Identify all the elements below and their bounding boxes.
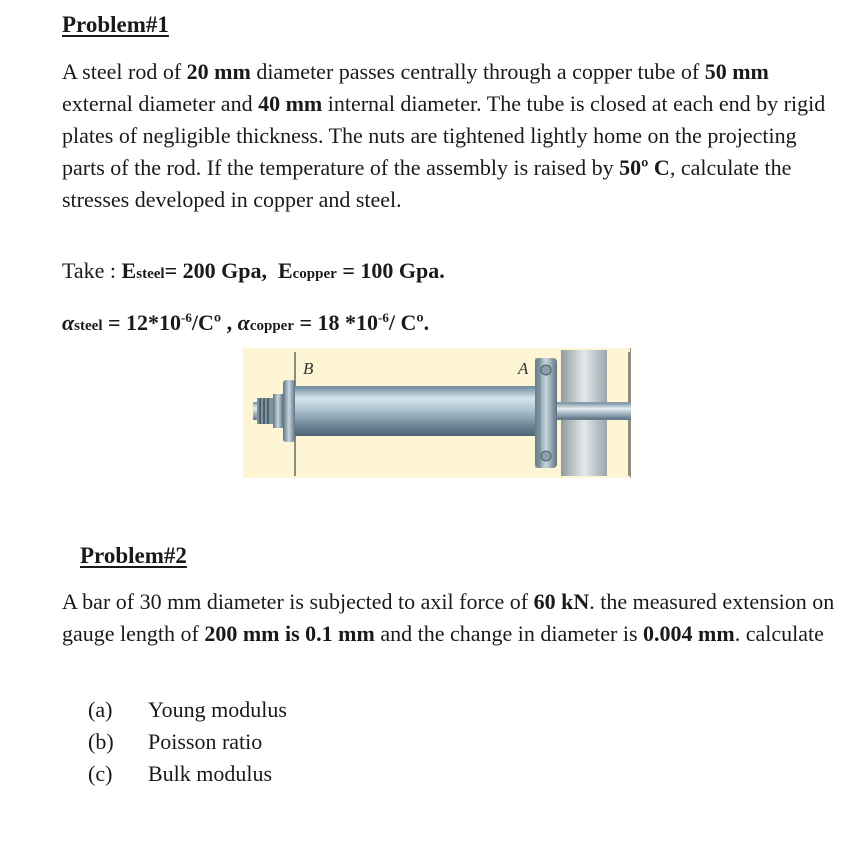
emphasized-value: 20 mm (186, 59, 251, 84)
paragraph-text: diameter passes centrally through a copper tube of (250, 59, 705, 84)
material-moduli-line (62, 258, 445, 284)
e-copper-symbol: E (277, 258, 293, 283)
paragraph-text: . the measured extension on gauge length of (62, 589, 835, 646)
alpha-copper-symbol: α (237, 310, 250, 335)
e-copper-value: = 100 Gpa. (336, 258, 445, 283)
problem1-heading: Problem#1 (62, 12, 169, 37)
copper-tube (295, 386, 535, 436)
alpha-copper-unit: / Cº. (388, 310, 430, 335)
problem2-questions (88, 694, 287, 790)
emphasized-value: 40 mm (258, 91, 323, 116)
bolt-icon (541, 451, 551, 461)
alpha-steel-unit: /Cº (191, 310, 222, 335)
alpha-steel-symbol: α (62, 310, 75, 335)
paragraph-text: , calculate the stresses developed in copper and steel. (62, 155, 792, 212)
problem1-paragraph (62, 56, 842, 216)
emphasized-value: 50 mm (704, 59, 769, 84)
list-item (88, 694, 287, 726)
list-item (88, 726, 287, 758)
e-copper-subscript: copper (292, 266, 337, 282)
list-marker: (a) (88, 697, 113, 722)
alpha-steel-subscript: steel (74, 318, 103, 334)
e-steel-value: = 200 Gpa, (164, 258, 267, 283)
paragraph-text: internal diameter. The tube is closed at each end by rigid plates of negligible thickness. The nuts are tightened lightly home on the projecting parts of the rod. If the temperature of the assembly is raised by (62, 91, 826, 180)
emphasized-value: 50º C (619, 155, 670, 180)
take-prefix: Take : (62, 258, 122, 283)
alpha-separator: , (221, 310, 238, 335)
left-end-plate (283, 380, 295, 442)
paragraph-text: external diameter and (62, 91, 259, 116)
alpha-copper-exponent: -6 (378, 310, 389, 325)
alpha-copper-value: = 18 *10 (294, 310, 379, 335)
emphasized-value: 60 kN (533, 589, 590, 614)
alpha-steel-exponent: -6 (181, 310, 192, 325)
label-a: A (518, 359, 529, 378)
paragraph-text: . calculate (734, 621, 824, 646)
alpha-copper-subscript: copper (249, 318, 294, 334)
emphasized-value: 0.004 mm (643, 621, 735, 646)
list-text: Young modulus (148, 697, 287, 722)
list-text: Poisson ratio (148, 729, 263, 754)
list-marker: (b) (88, 729, 114, 754)
label-b: B (303, 359, 314, 378)
thermal-coefficients-line (62, 310, 429, 336)
rod-tube-assembly-figure (243, 348, 631, 478)
bolt-icon (541, 365, 551, 375)
problem2-paragraph (62, 586, 842, 650)
list-marker: (c) (88, 761, 113, 786)
paragraph-text: A bar of 30 mm diameter is subjected to axil force of (62, 589, 534, 614)
nut-icon (257, 394, 283, 428)
paragraph-text: and the change in diameter is (374, 621, 644, 646)
e-steel-symbol: E (121, 258, 137, 283)
emphasized-value: 200 mm is 0.1 mm (204, 621, 375, 646)
alpha-steel-value: = 12*10 (102, 310, 182, 335)
problem2-heading: Problem#2 (80, 543, 187, 568)
list-text: Bulk modulus (148, 761, 273, 786)
paragraph-text: A steel rod of (62, 59, 187, 84)
e-steel-subscript: steel (136, 266, 165, 282)
list-item (88, 758, 287, 790)
